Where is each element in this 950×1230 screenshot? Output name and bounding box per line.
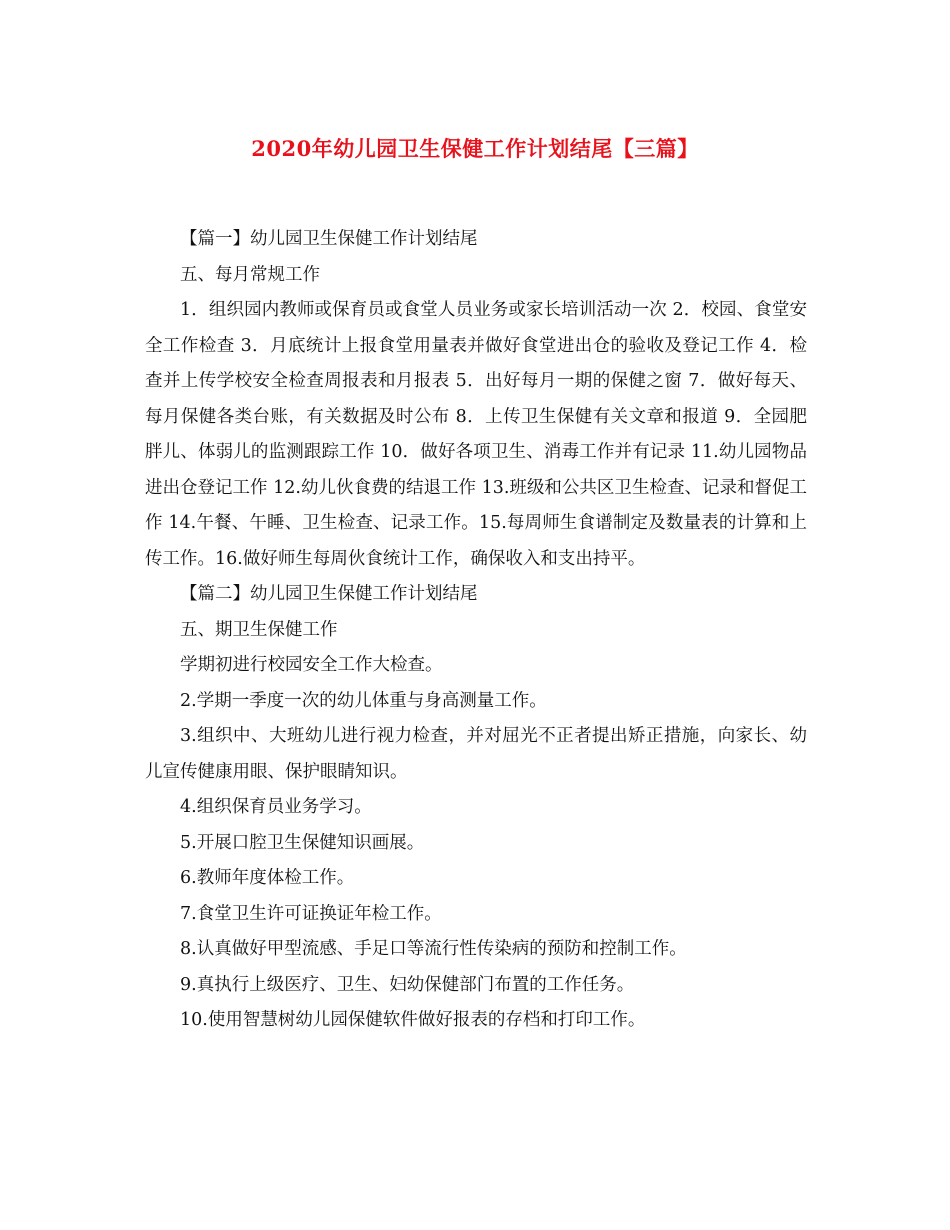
list-item: 9.真执行上级医疗、卫生、妇幼保健部门布置的工作任务。 <box>180 974 635 995</box>
list-item: 学期初进行校园安全工作大检查。 <box>180 655 443 675</box>
list-item: 7.食堂卫生许可证换证年检工作。 <box>180 903 442 924</box>
subsection-heading-monthly: 五、每月常规工作 <box>180 264 320 285</box>
list-item: 4.组织保育员业务学习。 <box>180 797 372 817</box>
subsection-heading-term: 五、期卫生保健工作 <box>180 619 338 640</box>
section-heading-1: 【篇一】幼儿园卫生保健工作计划结尾 <box>180 229 478 249</box>
document-title: 2020年幼儿园卫生保健工作计划结尾【三篇】 <box>251 136 699 161</box>
section-heading-2: 【篇二】幼儿园卫生保健工作计划结尾 <box>180 584 478 604</box>
document-body <box>145 222 807 1039</box>
list-item: 10.使用智慧树幼儿园保健软件做好报表的存档和打印工作。 <box>180 1010 646 1030</box>
list-item: 3.组织中、大班幼儿进行视力检查，并对屈光不正者提出矫正措施，向家长、幼儿宣传健康用眼、保护眼睛知识。 <box>145 726 807 782</box>
list-item: 6.教师年度体检工作。 <box>180 868 355 888</box>
list-item: 2.学期一季度一次的幼儿体重与身高测量工作。 <box>180 690 547 711</box>
list-item: 8.认真做好甲型流感、手足口等流行性传染病的预防和控制工作。 <box>180 939 687 959</box>
monthly-tasks-paragraph: 1．组织园内教师或保育员或食堂人员业务或家长培训活动一次 2．校园、食堂安全工作检查 3．月底统计上报食堂用量表并做好食堂进出仓的验收及登记工作 4．检查并上传学校安全检查周报表和月报表 5．出好每月一期的保健之窗 7．做好每天、每月保健各类台账，有关数据及时公布 8．上传卫生保健有关文章和报道 9．全园肥胖儿、体弱儿的监测跟踪工作 10．做好各项卫生、消毒工作并有记录 11.幼儿园物品进出仓登记工作 12.幼儿伙食费的结退工作 13.班级和公共区卫生检查、记录和督促工作 14.午餐、午睡、卫生检查、记录工作。15.每周师生食谱制定及数量表的计算和上传工作。16.做好师生每周伙食统计工作，确保收入和支出持平。 <box>145 300 807 569</box>
list-item: 5.开展口腔卫生保健知识画展。 <box>180 832 425 853</box>
